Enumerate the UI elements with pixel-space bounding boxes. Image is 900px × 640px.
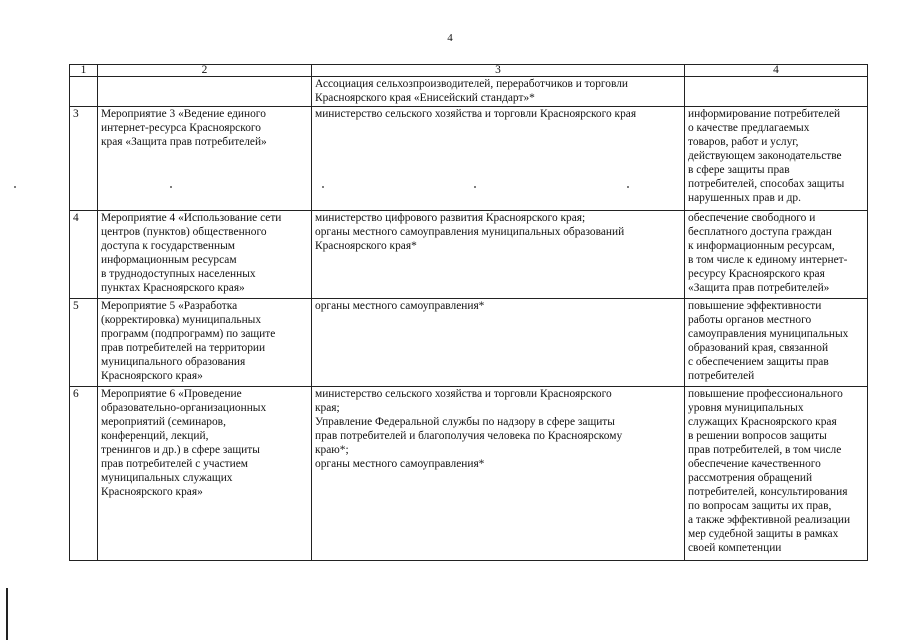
row-number: 3: [70, 107, 98, 211]
scan-edge-mark: [6, 588, 8, 640]
table-row: [70, 107, 868, 211]
measures-table: [69, 64, 868, 561]
event-cell: Мероприятие 4 «Использование сети центров (пунктов) общественного доступа к государственным информационным ресурсам в труднодоступных населенных пунктах Красноярского края»: [98, 211, 312, 299]
column-number-row: [70, 65, 868, 77]
table-row: [70, 77, 868, 107]
row-number: 4: [70, 211, 98, 299]
page-number: 4: [447, 32, 453, 44]
scan-speck: [170, 186, 172, 188]
event-cell: Мероприятие 3 «Ведение единого интернет-ресурса Красноярского края «Защита прав потребителей»: [98, 107, 312, 211]
result-cell: информирование потребителей о качестве предлагаемых товаров, работ и услуг, действующем законодательстве в сфере защиты прав потребителей, способах защиты нарушенных прав и др.: [685, 107, 868, 211]
executor-cell: органы местного самоуправления*: [312, 299, 685, 387]
table-row: [70, 299, 868, 387]
scan-speck: [322, 186, 324, 188]
column-number: 3: [312, 65, 685, 77]
event-cell: Мероприятие 5 «Разработка (корректировка) муниципальных программ (подпрограмм) по защите прав потребителей на территории муниципального образования Красноярского края»: [98, 299, 312, 387]
result-cell: повышение эффективности работы органов местного самоуправления муниципальных образований края, связанной с обеспечением защиты прав потребителей: [685, 299, 868, 387]
executor-cell: министерство цифрового развития Красноярского края; органы местного самоуправления муниципальных образований Красноярского края*: [312, 211, 685, 299]
executor-cell: министерство сельского хозяйства и торговли Красноярского края: [312, 107, 685, 211]
executor-cell: Ассоциация сельхозпроизводителей, переработчиков и торговли Красноярского края «Енисейский стандарт»*: [312, 77, 685, 107]
scan-speck: [627, 186, 629, 188]
row-number: 6: [70, 387, 98, 561]
row-number: 5: [70, 299, 98, 387]
scan-speck: [14, 186, 16, 188]
scan-speck: [474, 186, 476, 188]
table-row: [70, 387, 868, 561]
event-cell: [98, 77, 312, 107]
result-cell: [685, 77, 868, 107]
column-number: 2: [98, 65, 312, 77]
column-number: 1: [70, 65, 98, 77]
result-cell: повышение профессионального уровня муниципальных служащих Красноярского края в решении вопросов защиты прав потребителей, в том числе обеспечение качественного рассмотрения обращений потребителей, консультирования по вопросам защиты их прав, а также эффективной реализации мер судебной защиты в рамках своей компетенции: [685, 387, 868, 561]
executor-cell: министерство сельского хозяйства и торговли Красноярского края; Управление Федеральной службы по надзору в сфере защиты прав потребителей и благополучия человека по Красноярскому краю*; органы местного самоуправления*: [312, 387, 685, 561]
column-number: 4: [685, 65, 868, 77]
row-number: [70, 77, 98, 107]
result-cell: обеспечение свободного и бесплатного доступа граждан к информационным ресурсам, в том числе к единому интернет- ресурсу Красноярского края «Защита прав потребителей»: [685, 211, 868, 299]
table-row: [70, 211, 868, 299]
event-cell: Мероприятие 6 «Проведение образовательно-организационных мероприятий (семинаров, конференций, лекций, тренингов и др.) в сфере защиты прав потребителей с участием муниципальных служащих Красноярского края»: [98, 387, 312, 561]
